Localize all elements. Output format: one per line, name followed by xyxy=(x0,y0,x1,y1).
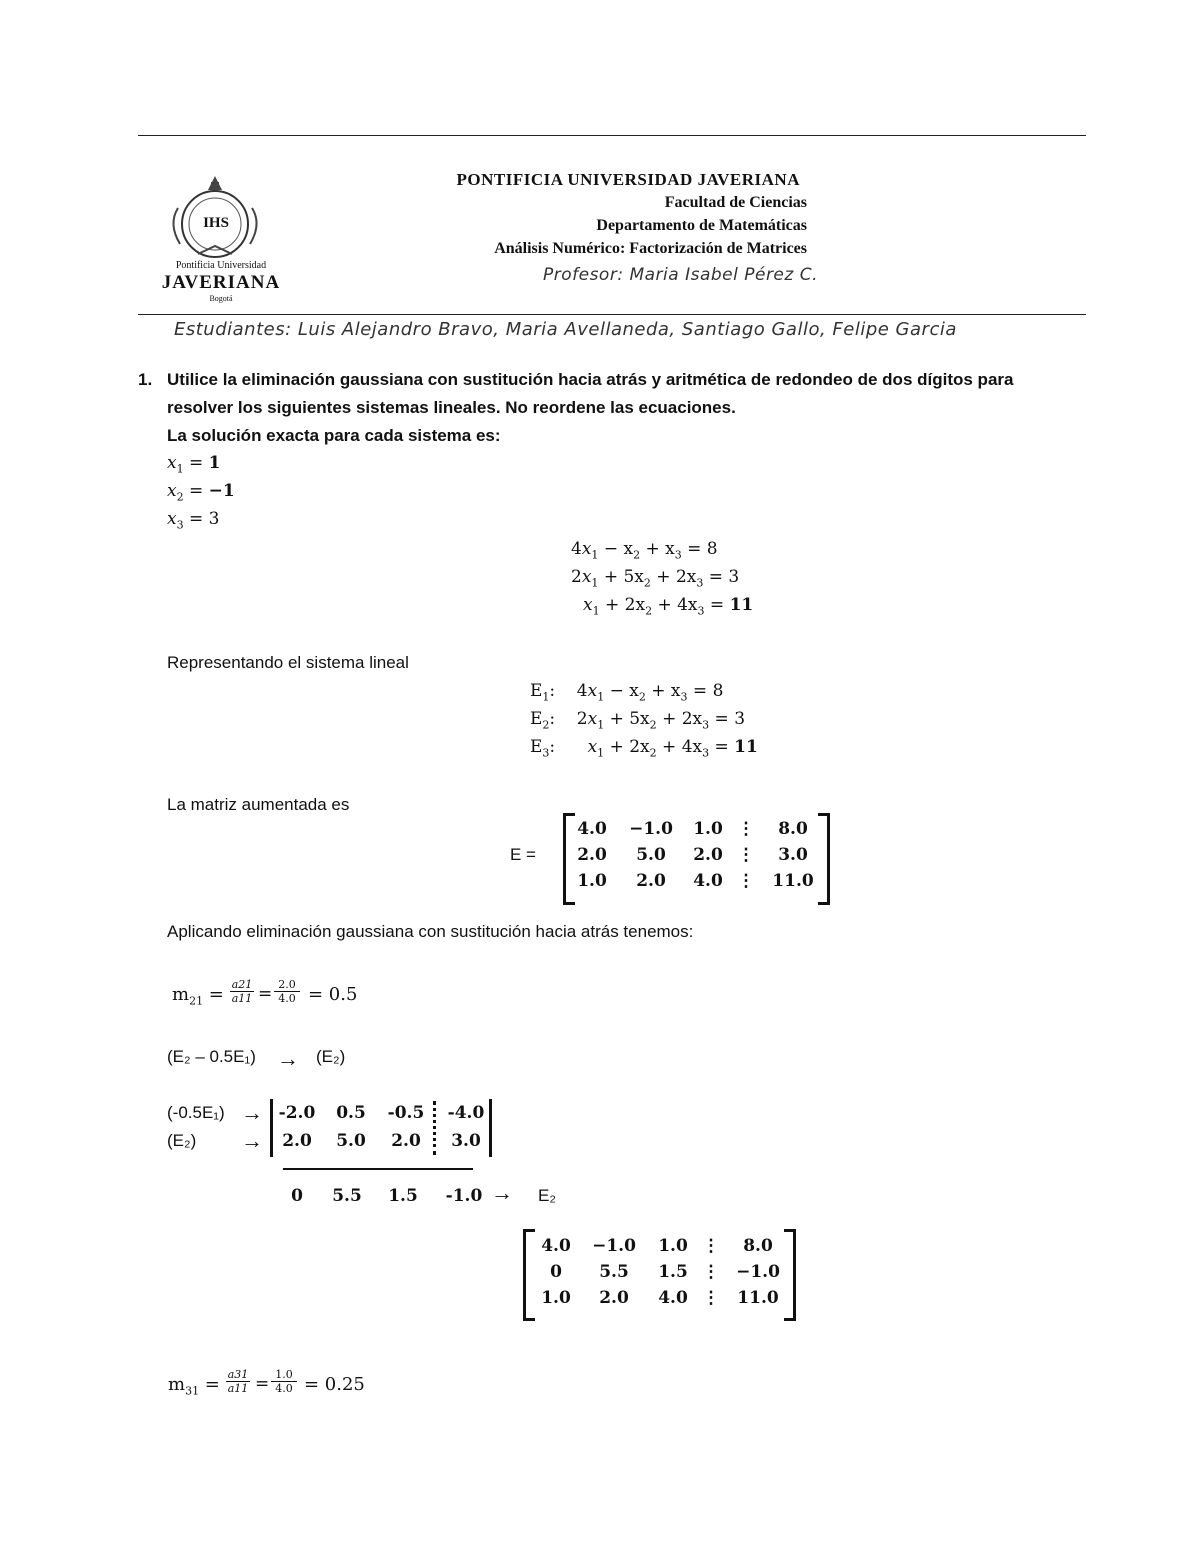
matrix1-cell: 4.0 xyxy=(577,819,607,839)
labeled-eq1: $E_1$: $4x_1 - x_2 + x_3 = 8$ xyxy=(530,681,724,704)
matrix1-cell: 11.0 xyxy=(772,871,814,891)
leq2-term3: + 2x xyxy=(662,709,703,729)
augmented-text: La matriz aumentada es xyxy=(167,795,350,814)
faculty-name: Facultad de Ciencias xyxy=(664,194,807,211)
row-op-result-target: E₂ xyxy=(538,1186,556,1205)
leq1-coef1: 4 xyxy=(576,681,588,701)
logo-monogram: IHS xyxy=(203,215,229,231)
arrow-icon: → xyxy=(491,1180,513,1205)
university-name: PONTIFICIA UNIVERSIDAD JAVERIANA xyxy=(456,170,800,189)
department-name: Departamento de Matemáticas xyxy=(596,217,807,234)
matrix2-cell: 8.0 xyxy=(743,1236,773,1256)
row-result-cell: -1.0 xyxy=(445,1186,483,1206)
matrix1-cell: 3.0 xyxy=(778,845,808,865)
header-rule xyxy=(138,314,1086,315)
matrix1-cell: 1.0 xyxy=(577,871,607,891)
m21-subscript: 21 xyxy=(189,994,204,1008)
system-eq2: $2x_1 + 5x_2 + 2x_3 = 3$ xyxy=(571,567,740,590)
matrix1-cell: ⋮ xyxy=(737,871,755,891)
matrix2-cell: ⋮ xyxy=(702,1236,720,1256)
m21-numerator: a21 xyxy=(231,978,253,991)
problem-line2: resolver los siguientes sistemas lineales. No reordene las ecuaciones. xyxy=(167,398,736,417)
eq1-term2: − x xyxy=(603,539,634,559)
matrix2-cell: 1.5 xyxy=(658,1262,688,1282)
solution-x1-value: 1 xyxy=(208,453,221,473)
sum-line xyxy=(283,1168,473,1170)
leq1-term2: − x xyxy=(609,681,639,701)
solution-x2: $x_2 = -1$ xyxy=(167,481,235,504)
eq3-rhs: 11 xyxy=(729,595,754,615)
m31-lhs: $m_{31}$ = xyxy=(168,1374,220,1398)
logo-line3: Bogotá xyxy=(209,294,233,303)
row-op-label2: (E₂) xyxy=(167,1131,197,1150)
matrix1-cell: 2.0 xyxy=(636,871,666,891)
leq1-term3: + x xyxy=(651,681,681,701)
row-op-cell: 5.0 xyxy=(336,1131,366,1151)
solution-x2-value: −1 xyxy=(208,481,235,501)
matrix1-cell: 2.0 xyxy=(577,845,607,865)
matrix2-cell: ⋮ xyxy=(702,1262,720,1282)
operation-target: (E₂) xyxy=(316,1047,346,1066)
label-e1: E xyxy=(530,681,543,701)
matrix1-cell: −1.0 xyxy=(629,819,673,839)
matrix2-cell: 1.0 xyxy=(541,1288,571,1308)
system-eq1: $4x_1 - x_2 + x_3 = 8$ xyxy=(571,539,718,562)
logo-line1: Pontificia Universidad xyxy=(175,260,267,271)
m21-denominator: a11 xyxy=(231,992,253,1005)
students-line: Estudiantes: Luis Alejandro Bravo, Maria Avellaneda, Santiago Gallo, Felipe Garcia xyxy=(174,319,957,340)
matrix2-cell: 2.0 xyxy=(599,1288,629,1308)
system-eq3: $x_1 + 2x_2 + 4x_3 = 11$ xyxy=(583,595,754,618)
matrix2-cell: ⋮ xyxy=(702,1288,720,1308)
row-op-cell: 3.0 xyxy=(451,1131,481,1151)
logo-line2: JAVERIANA xyxy=(161,272,281,293)
leq2-coef1: 2 xyxy=(576,709,588,729)
eq2-coef1: 2 xyxy=(571,567,582,587)
eq2-rhs: 3 xyxy=(728,567,740,587)
eq1-rhs: 8 xyxy=(706,539,718,559)
problem-line3: La solución exacta para cada sistema es: xyxy=(167,426,501,445)
arrow-icon: → xyxy=(241,1128,263,1153)
leq2-rhs: 3 xyxy=(734,709,746,729)
labeled-eq2: $E_2$: $2x_1 + 5x_2 + 2x_3 = 3$ xyxy=(530,709,746,732)
matrix2-cell: 0 xyxy=(550,1262,562,1282)
m31-denominator: a11 xyxy=(227,1382,249,1395)
arrow-icon: → xyxy=(241,1100,263,1125)
m31-eq-sign: = xyxy=(255,1374,270,1394)
row-result-cell: 5.5 xyxy=(332,1186,362,1206)
eq2-term3: + 2x xyxy=(656,567,697,587)
problem-number: 1. xyxy=(138,370,153,389)
matrix1-cell: ⋮ xyxy=(737,819,755,839)
row-result-cell: 0 xyxy=(291,1186,303,1206)
leq1-rhs: 8 xyxy=(712,681,724,701)
m21-numerator-value: 2.0 xyxy=(274,978,300,992)
m31-denominator-value: 4.0 xyxy=(275,1382,293,1395)
university-logo xyxy=(158,168,288,308)
matrix1-cell: ⋮ xyxy=(737,845,755,865)
m21-denominator-value: 4.0 xyxy=(278,992,296,1005)
matrix2-cell: 5.5 xyxy=(599,1262,629,1282)
eq2-term2: + 5x xyxy=(603,567,644,587)
matrix2-cell: 1.0 xyxy=(658,1236,688,1256)
top-rule xyxy=(138,135,1086,136)
m31-symbol: m xyxy=(168,1374,186,1395)
matrix2-cell: −1.0 xyxy=(592,1236,636,1256)
matrix2-cell: 4.0 xyxy=(658,1288,688,1308)
eq3-term2: + 2x xyxy=(605,595,646,615)
row-op-cell: 0.5 xyxy=(336,1103,366,1123)
row-op-cell: 2.0 xyxy=(282,1131,312,1151)
m31-result: = 0.25 xyxy=(304,1374,365,1395)
labeled-eq3: $E_3$: $x_1 + 2x_2 + 4x_3 = 11$ xyxy=(530,737,758,760)
matrix2-cell: −1.0 xyxy=(736,1262,780,1282)
arrow-icon: → xyxy=(277,1046,299,1071)
professor-name: Profesor: Maria Isabel Pérez C. xyxy=(542,265,818,285)
matrix2-cell: 4.0 xyxy=(541,1236,571,1256)
m21-fraction-a xyxy=(230,978,254,1005)
row-op-cell: -4.0 xyxy=(447,1103,485,1123)
matrix1-cell: 8.0 xyxy=(778,819,808,839)
row-op-label1: (-0.5E₁) xyxy=(167,1103,225,1122)
m31-numerator: a31 xyxy=(227,1368,249,1381)
label-e3: E xyxy=(530,737,543,757)
solution-x3-value: 3 xyxy=(208,509,220,529)
solution-x3: $x_3 = 3$ xyxy=(167,509,220,532)
matrix1-cell: 1.0 xyxy=(693,819,723,839)
leq3-term2: + 2x xyxy=(609,737,650,757)
m31-fraction-a xyxy=(226,1368,250,1395)
operation-e2: (E₂ – 0.5E₁) xyxy=(167,1047,256,1066)
m21-result: = 0.5 xyxy=(308,984,358,1005)
m21-fraction-b xyxy=(274,978,300,1005)
matrix1-cell: 2.0 xyxy=(693,845,723,865)
leq3-term3: + 4x xyxy=(662,737,703,757)
represent-text: Representando el sistema lineal xyxy=(167,653,409,672)
m31-numerator-value: 1.0 xyxy=(271,1368,297,1382)
m31-subscript: 31 xyxy=(185,1384,200,1398)
eq1-term3: + x xyxy=(645,539,675,559)
row-op-cell: -0.5 xyxy=(387,1103,425,1123)
matrix2-cell: 11.0 xyxy=(737,1288,779,1308)
eq1-coef1: 4 xyxy=(571,539,582,559)
solution-x1: $x_1 = 1$ xyxy=(167,453,221,476)
leq2-term2: + 5x xyxy=(609,709,650,729)
m31-fraction-b xyxy=(271,1368,297,1395)
row-op-cell: -2.0 xyxy=(278,1103,316,1123)
m21-lhs: $m_{21}$ = xyxy=(172,984,224,1008)
applying-text: Aplicando eliminación gaussiana con sustitución hacia atrás tenemos: xyxy=(167,922,694,941)
matrix1-cell: 4.0 xyxy=(693,871,723,891)
row-op-cell: 2.0 xyxy=(391,1131,421,1151)
eq3-term3: + 4x xyxy=(657,595,698,615)
crest-icon xyxy=(158,168,288,258)
m21-eq-sign: = xyxy=(258,984,273,1004)
row-result-cell: 1.5 xyxy=(388,1186,418,1206)
problem-line1: Utilice la eliminación gaussiana con sustitución hacia atrás y aritmética de redondeo de dos dígitos para xyxy=(167,370,1014,389)
matrix-label: E = xyxy=(510,845,536,864)
leq3-rhs: 11 xyxy=(734,737,758,757)
course-name: Análisis Numérico: Factorización de Matrices xyxy=(494,240,807,257)
matrix1-cell: 5.0 xyxy=(636,845,666,865)
m21-symbol: m xyxy=(172,984,190,1005)
label-e2: E xyxy=(530,709,543,729)
